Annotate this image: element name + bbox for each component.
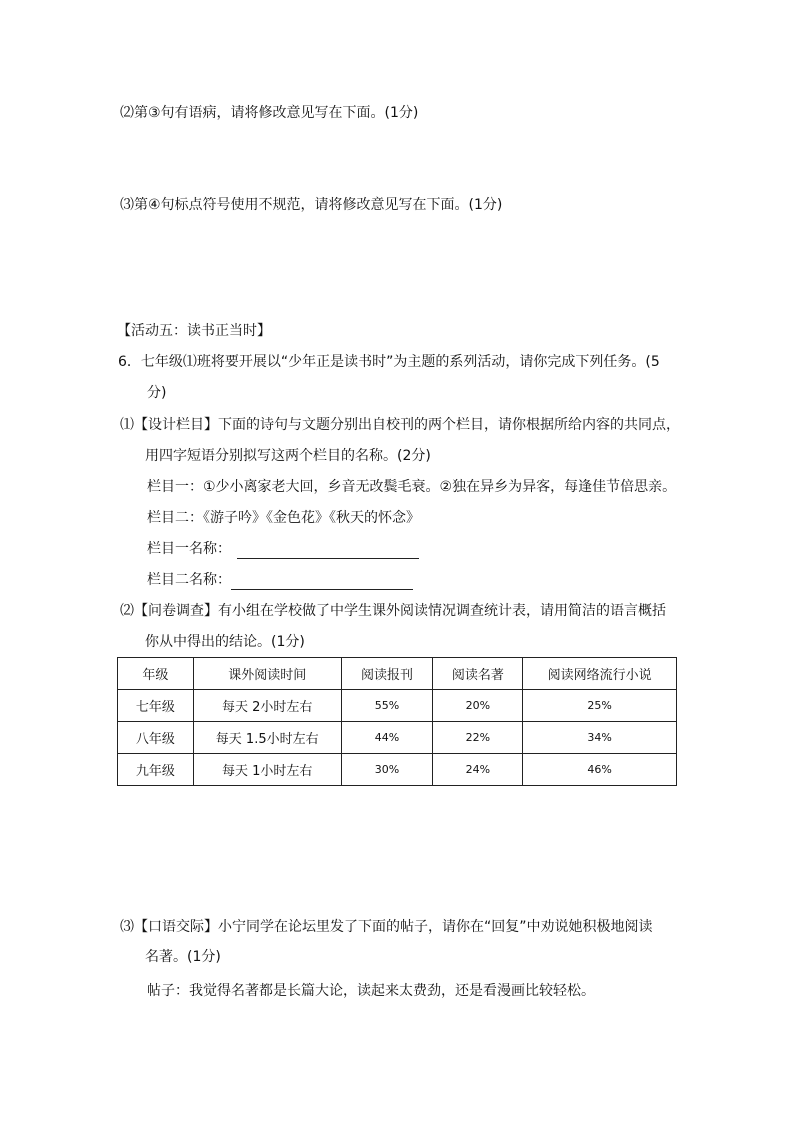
table-row [118,690,677,722]
question-6-line-1: 6．七年级⑴班将要开展以“少年正是读书时”为主题的系列活动，请你完成下列任务。(5 [118,354,660,370]
subquestion-2-line-1: ⑵【问卷调查】有小组在学校做了中学生课外阅读情况调查统计表，请用简洁的语言概括 [120,603,666,619]
table-cell: 46% [523,754,677,786]
column-one-name-label: 栏目一名称： [147,541,231,557]
column-one-text: 栏目一：①少小离家老大回，乡音无改鬓毛衰。②独在异乡为异客，每逢佳节倍思亲。 [147,479,677,495]
subquestion-3-line-1: ⑶【口语交际】小宁同学在论坛里发了下面的帖子，请你在“回复”中劝说她积极地阅读 [120,919,653,935]
question-6-line-2: 分) [147,385,167,401]
subquestion-1-line-2: 用四字短语分别拟写这两个栏目的名称。(2分) [145,448,431,464]
subquestion-2-line-2: 你从中得出的结论。(1分) [145,634,305,650]
forum-post-text: 帖子：我觉得名著都是长篇大论，读起来太费劲，还是看漫画比较轻松。 [147,983,595,999]
table-cell: 九年级 [118,754,194,786]
column-one-name-blank[interactable] [237,542,419,559]
table-cell: 每天 1.5小时左右 [193,722,341,754]
table-header: 阅读网络流行小说 [523,658,677,690]
column-two-name-blank[interactable] [231,573,413,590]
table-header: 阅读名著 [433,658,523,690]
table-cell: 20% [433,690,523,722]
column-two-name-row [147,570,413,590]
reading-survey-table [117,657,677,786]
table-row [118,754,677,786]
column-one-name-row [147,539,419,559]
subquestion-1-line-1: ⑴【设计栏目】下面的诗句与文题分别出自校刊的两个栏目，请你根据所给内容的共同点， [120,417,680,433]
table-cell: 七年级 [118,690,194,722]
table-cell: 44% [341,722,433,754]
table-header: 阅读报刊 [341,658,433,690]
column-two-name-label: 栏目二名称： [147,572,231,588]
table-cell: 34% [523,722,677,754]
table-cell: 24% [433,754,523,786]
table-cell: 每天 1小时左右 [193,754,341,786]
table-cell: 22% [433,722,523,754]
question-3: ⑶第④句标点符号使用不规范，请将修改意见写在下面。(1分) [120,197,503,213]
question-2: ⑵第③句有语病，请将修改意见写在下面。(1分) [120,105,419,121]
table-row [118,722,677,754]
table-cell: 每天 2小时左右 [193,690,341,722]
table-header: 年级 [118,658,194,690]
table-cell: 八年级 [118,722,194,754]
column-two-text: 栏目二：《游子吟》《金色花》《秋天的怀念》 [147,510,420,526]
subquestion-3-line-2: 名著。(1分) [145,949,221,965]
activity-title: 【活动五：读书正当时】 [117,323,271,339]
table-header: 课外阅读时间 [193,658,341,690]
table-cell: 30% [341,754,433,786]
table-header-row [118,658,677,690]
table-cell: 55% [341,690,433,722]
table-cell: 25% [523,690,677,722]
